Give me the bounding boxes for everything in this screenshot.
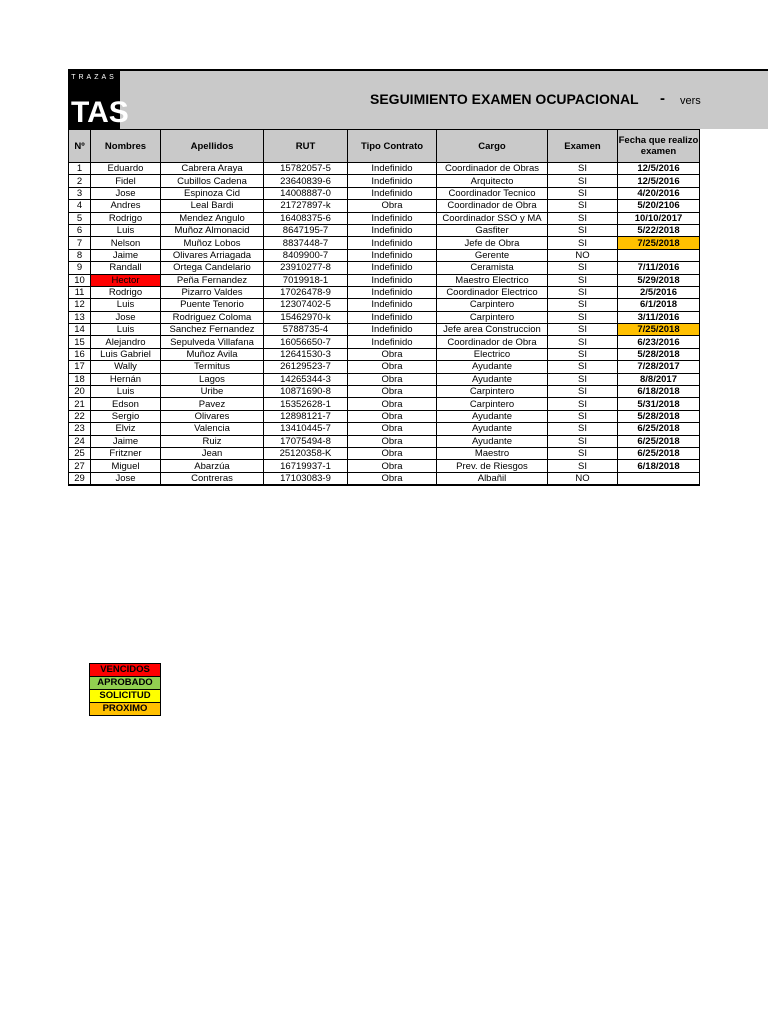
last-name-cell[interactable]: Uribe bbox=[161, 386, 264, 398]
logo-mark-icon bbox=[70, 84, 129, 129]
exam-cell[interactable]: SI bbox=[548, 200, 618, 212]
position-cell[interactable]: Maestro Electrico bbox=[437, 274, 548, 286]
table-row bbox=[69, 386, 700, 398]
column-header[interactable]: Examen bbox=[548, 130, 618, 163]
last-name-cell[interactable]: Sanchez Fernandez bbox=[161, 324, 264, 336]
row-number[interactable]: 7 bbox=[69, 237, 91, 249]
exam-cell[interactable]: SI bbox=[548, 410, 618, 422]
logo-caption: TRAZAS bbox=[71, 74, 117, 81]
rut-cell[interactable]: 8409900-7 bbox=[264, 249, 348, 261]
last-name-cell[interactable]: Olivares Arriagada bbox=[161, 249, 264, 261]
position-cell[interactable]: Ayudante bbox=[437, 361, 548, 373]
exam-tracking-table bbox=[68, 129, 700, 486]
row-number[interactable]: 20 bbox=[69, 386, 91, 398]
exam-cell[interactable]: SI bbox=[548, 398, 618, 410]
table-row bbox=[69, 212, 700, 224]
exam-date-cell[interactable]: 3/11/2016 bbox=[618, 311, 700, 323]
table-row bbox=[69, 348, 700, 360]
title-banner bbox=[68, 69, 768, 129]
legend-item: APROBADO bbox=[89, 677, 161, 690]
table-row bbox=[69, 175, 700, 187]
exam-date-cell[interactable]: 7/25/2018 bbox=[618, 237, 700, 249]
position-cell[interactable]: Coordinador de Obra bbox=[437, 336, 548, 348]
row-number[interactable]: 4 bbox=[69, 200, 91, 212]
rut-cell[interactable]: 16056650-7 bbox=[264, 336, 348, 348]
contract-type-cell[interactable]: Obra bbox=[348, 386, 437, 398]
rut-cell[interactable]: 15462970-k bbox=[264, 311, 348, 323]
row-number[interactable]: 29 bbox=[69, 472, 91, 485]
first-name-cell[interactable]: Rodrigo bbox=[91, 286, 161, 298]
exam-date-cell[interactable]: 5/22/2018 bbox=[618, 224, 700, 236]
exam-date-cell[interactable]: 6/18/2018 bbox=[618, 460, 700, 472]
exam-date-cell[interactable]: 12/5/2016 bbox=[618, 175, 700, 187]
column-header[interactable]: Nombres bbox=[91, 130, 161, 163]
table-header-row bbox=[69, 130, 700, 163]
last-name-cell[interactable]: Abarzúa bbox=[161, 460, 264, 472]
first-name-cell[interactable]: Fritzner bbox=[91, 447, 161, 459]
exam-cell[interactable]: SI bbox=[548, 274, 618, 286]
rut-cell[interactable]: 17026478-9 bbox=[264, 286, 348, 298]
row-number[interactable]: 5 bbox=[69, 212, 91, 224]
contract-type-cell[interactable]: Obra bbox=[348, 447, 437, 459]
first-name-cell[interactable]: Rodrigo bbox=[91, 212, 161, 224]
first-name-cell[interactable]: Randall bbox=[91, 262, 161, 274]
contract-type-cell[interactable]: Obra bbox=[348, 435, 437, 447]
rut-cell[interactable]: 16719937-1 bbox=[264, 460, 348, 472]
exam-date-cell[interactable]: 6/25/2018 bbox=[618, 423, 700, 435]
contract-type-cell[interactable]: Indefinido bbox=[348, 274, 437, 286]
row-number[interactable]: 13 bbox=[69, 311, 91, 323]
table-row bbox=[69, 286, 700, 298]
first-name-cell[interactable]: Sergio bbox=[91, 410, 161, 422]
column-header[interactable]: Cargo bbox=[437, 130, 548, 163]
last-name-cell[interactable]: Olivares bbox=[161, 410, 264, 422]
last-name-cell[interactable]: Mendez Angulo bbox=[161, 212, 264, 224]
table-row bbox=[69, 224, 700, 236]
table-row bbox=[69, 460, 700, 472]
last-name-cell[interactable]: Peña Fernandez bbox=[161, 274, 264, 286]
rut-cell[interactable]: 17103083-9 bbox=[264, 472, 348, 485]
exam-date-cell[interactable]: 7/25/2018 bbox=[618, 324, 700, 336]
contract-type-cell[interactable]: Indefinido bbox=[348, 212, 437, 224]
column-header[interactable]: Nº bbox=[69, 130, 91, 163]
rut-cell[interactable]: 17075494-8 bbox=[264, 435, 348, 447]
contract-type-cell[interactable]: Indefinido bbox=[348, 262, 437, 274]
table-row bbox=[69, 299, 700, 311]
last-name-cell[interactable]: Termitus bbox=[161, 361, 264, 373]
contract-type-cell[interactable]: Obra bbox=[348, 460, 437, 472]
contract-type-cell[interactable]: Obra bbox=[348, 398, 437, 410]
first-name-cell[interactable]: Jaime bbox=[91, 435, 161, 447]
table-row bbox=[69, 336, 700, 348]
rut-cell[interactable]: 10871690-8 bbox=[264, 386, 348, 398]
first-name-cell[interactable]: Fidel bbox=[91, 175, 161, 187]
exam-date-cell[interactable] bbox=[618, 472, 700, 485]
row-number[interactable]: 18 bbox=[69, 373, 91, 385]
exam-date-cell[interactable]: 10/10/2017 bbox=[618, 212, 700, 224]
legend-item: SOLICITUD bbox=[89, 690, 161, 703]
row-number[interactable]: 6 bbox=[69, 224, 91, 236]
first-name-cell[interactable]: Luis bbox=[91, 386, 161, 398]
position-cell[interactable]: Carpintero bbox=[437, 386, 548, 398]
position-cell[interactable]: Electrico bbox=[437, 348, 548, 360]
exam-date-cell[interactable]: 7/11/2016 bbox=[618, 262, 700, 274]
last-name-cell[interactable]: Lagos bbox=[161, 373, 264, 385]
last-name-cell[interactable]: Muñoz Lobos bbox=[161, 237, 264, 249]
contract-type-cell[interactable]: Indefinido bbox=[348, 175, 437, 187]
first-name-cell[interactable]: Luis bbox=[91, 224, 161, 236]
status-legend bbox=[89, 663, 161, 716]
last-name-cell[interactable]: Ortega Candelario bbox=[161, 262, 264, 274]
table-row bbox=[69, 324, 700, 336]
contract-type-cell[interactable]: Obra bbox=[348, 410, 437, 422]
first-name-cell[interactable]: Andres bbox=[91, 200, 161, 212]
title-version: vers bbox=[680, 95, 701, 107]
last-name-cell[interactable]: Pavez bbox=[161, 398, 264, 410]
row-number[interactable]: 2 bbox=[69, 175, 91, 187]
position-cell[interactable]: Gerente bbox=[437, 249, 548, 261]
title-dash: - bbox=[660, 90, 665, 107]
first-name-cell[interactable]: Hector bbox=[91, 274, 161, 286]
first-name-cell[interactable]: Luis bbox=[91, 324, 161, 336]
rut-cell[interactable]: 8647195-7 bbox=[264, 224, 348, 236]
row-number[interactable]: 27 bbox=[69, 460, 91, 472]
exam-cell[interactable]: SI bbox=[548, 224, 618, 236]
table-row bbox=[69, 447, 700, 459]
exam-date-cell[interactable]: 5/28/2018 bbox=[618, 348, 700, 360]
table-row bbox=[69, 410, 700, 422]
exam-date-cell[interactable]: 5/29/2018 bbox=[618, 274, 700, 286]
exam-date-cell[interactable]: 4/20/2016 bbox=[618, 187, 700, 199]
last-name-cell[interactable]: Muñoz Almonacid bbox=[161, 224, 264, 236]
row-number[interactable]: 15 bbox=[69, 336, 91, 348]
exam-date-cell[interactable]: 6/18/2018 bbox=[618, 386, 700, 398]
rut-cell[interactable]: 23640839-6 bbox=[264, 175, 348, 187]
row-number[interactable]: 10 bbox=[69, 274, 91, 286]
first-name-cell[interactable]: Wally bbox=[91, 361, 161, 373]
rut-cell[interactable]: 12307402-5 bbox=[264, 299, 348, 311]
exam-cell[interactable]: SI bbox=[548, 386, 618, 398]
legend-item: VENCIDOS bbox=[89, 663, 161, 677]
table-row bbox=[69, 373, 700, 385]
first-name-cell[interactable]: Jose bbox=[91, 311, 161, 323]
exam-cell[interactable]: SI bbox=[548, 336, 618, 348]
position-cell[interactable]: Ayudante bbox=[437, 373, 548, 385]
last-name-cell[interactable]: Muñoz Avila bbox=[161, 348, 264, 360]
table-row bbox=[69, 423, 700, 435]
exam-cell[interactable]: SI bbox=[548, 324, 618, 336]
position-cell[interactable]: Carpintero bbox=[437, 398, 548, 410]
exam-date-cell[interactable]: 5/28/2018 bbox=[618, 410, 700, 422]
exam-date-cell[interactable]: 8/8/2017 bbox=[618, 373, 700, 385]
table-row bbox=[69, 163, 700, 175]
exam-cell[interactable]: SI bbox=[548, 212, 618, 224]
first-name-cell[interactable]: Jose bbox=[91, 187, 161, 199]
exam-date-cell[interactable]: 6/23/2016 bbox=[618, 336, 700, 348]
column-header[interactable]: Fecha que realizo examen bbox=[618, 130, 700, 163]
first-name-cell[interactable]: Nelson bbox=[91, 237, 161, 249]
exam-date-cell[interactable]: 7/28/2017 bbox=[618, 361, 700, 373]
exam-cell[interactable]: SI bbox=[548, 348, 618, 360]
rut-cell[interactable]: 7019918-1 bbox=[264, 274, 348, 286]
exam-cell[interactable]: SI bbox=[548, 311, 618, 323]
first-name-cell[interactable]: Luis bbox=[91, 299, 161, 311]
row-number[interactable]: 12 bbox=[69, 299, 91, 311]
logo-text: TAS bbox=[71, 96, 129, 129]
exam-date-cell[interactable]: 6/1/2018 bbox=[618, 299, 700, 311]
exam-cell[interactable]: NO bbox=[548, 472, 618, 485]
first-name-cell[interactable]: Jaime bbox=[91, 249, 161, 261]
rut-cell[interactable]: 12641530-3 bbox=[264, 348, 348, 360]
last-name-cell[interactable]: Leal Bardi bbox=[161, 200, 264, 212]
exam-cell[interactable]: NO bbox=[548, 249, 618, 261]
row-number[interactable]: 14 bbox=[69, 324, 91, 336]
position-cell[interactable]: Ayudante bbox=[437, 423, 548, 435]
last-name-cell[interactable]: Contreras bbox=[161, 472, 264, 485]
exam-cell[interactable]: SI bbox=[548, 286, 618, 298]
position-cell[interactable]: Coordinador Tecnico bbox=[437, 187, 548, 199]
table-row bbox=[69, 200, 700, 212]
row-number[interactable]: 3 bbox=[69, 187, 91, 199]
exam-cell[interactable]: SI bbox=[548, 435, 618, 447]
exam-date-cell[interactable]: 12/5/2016 bbox=[618, 163, 700, 175]
row-number[interactable]: 9 bbox=[69, 262, 91, 274]
contract-type-cell[interactable]: Indefinido bbox=[348, 224, 437, 236]
exam-date-cell[interactable]: 5/20/2106 bbox=[618, 200, 700, 212]
exam-cell[interactable]: SI bbox=[548, 175, 618, 187]
table-row bbox=[69, 361, 700, 373]
rut-cell[interactable]: 15782057-5 bbox=[264, 163, 348, 175]
row-number[interactable]: 24 bbox=[69, 435, 91, 447]
column-header[interactable]: RUT bbox=[264, 130, 348, 163]
rut-cell[interactable]: 14265344-3 bbox=[264, 373, 348, 385]
row-number[interactable]: 21 bbox=[69, 398, 91, 410]
row-number[interactable]: 23 bbox=[69, 423, 91, 435]
exam-cell[interactable]: SI bbox=[548, 460, 618, 472]
page-title: SEGUIMIENTO EXAMEN OCUPACIONAL bbox=[370, 91, 639, 107]
contract-type-cell[interactable]: Indefinido bbox=[348, 249, 437, 261]
contract-type-cell[interactable]: Indefinido bbox=[348, 187, 437, 199]
table-row bbox=[69, 398, 700, 410]
last-name-cell[interactable]: Puente Tenorio bbox=[161, 299, 264, 311]
exam-cell[interactable]: SI bbox=[548, 423, 618, 435]
first-name-cell[interactable]: Miguel bbox=[91, 460, 161, 472]
last-name-cell[interactable]: Espinoza Cid bbox=[161, 187, 264, 199]
position-cell[interactable]: Albañil bbox=[437, 472, 548, 485]
legend-item: PROXIMO bbox=[89, 703, 161, 716]
position-cell[interactable]: Coordinador de Obras bbox=[437, 163, 548, 175]
first-name-cell[interactable]: Jose bbox=[91, 472, 161, 485]
exam-cell[interactable]: SI bbox=[548, 361, 618, 373]
contract-type-cell[interactable]: Indefinido bbox=[348, 336, 437, 348]
rut-cell[interactable]: 12898121-7 bbox=[264, 410, 348, 422]
rut-cell[interactable]: 14008887-0 bbox=[264, 187, 348, 199]
table-body bbox=[69, 163, 700, 486]
first-name-cell[interactable]: Elviz bbox=[91, 423, 161, 435]
column-header[interactable]: Apellidos bbox=[161, 130, 264, 163]
first-name-cell[interactable]: Edson bbox=[91, 398, 161, 410]
rut-cell[interactable]: 21727897-k bbox=[264, 200, 348, 212]
first-name-cell[interactable]: Luis Gabriel bbox=[91, 348, 161, 360]
exam-date-cell[interactable]: 6/25/2018 bbox=[618, 447, 700, 459]
exam-cell[interactable]: SI bbox=[548, 299, 618, 311]
row-number[interactable]: 11 bbox=[69, 286, 91, 298]
first-name-cell[interactable]: Eduardo bbox=[91, 163, 161, 175]
row-number[interactable]: 8 bbox=[69, 249, 91, 261]
last-name-cell[interactable]: Cabrera Araya bbox=[161, 163, 264, 175]
rut-cell[interactable]: 25120358-K bbox=[264, 447, 348, 459]
contract-type-cell[interactable]: Indefinido bbox=[348, 237, 437, 249]
table-row bbox=[69, 187, 700, 199]
rut-cell[interactable]: 15352628-1 bbox=[264, 398, 348, 410]
row-number[interactable]: 25 bbox=[69, 447, 91, 459]
table-row bbox=[69, 274, 700, 286]
position-cell[interactable]: Gasfiter bbox=[437, 224, 548, 236]
rut-cell[interactable]: 5788735-4 bbox=[264, 324, 348, 336]
position-cell[interactable]: Coordinador SSO y MA bbox=[437, 212, 548, 224]
exam-date-cell[interactable]: 2/5/2016 bbox=[618, 286, 700, 298]
row-number[interactable]: 22 bbox=[69, 410, 91, 422]
position-cell[interactable]: Carpintero bbox=[437, 299, 548, 311]
column-header[interactable]: Tipo Contrato bbox=[348, 130, 437, 163]
contract-type-cell[interactable]: Indefinido bbox=[348, 163, 437, 175]
position-cell[interactable]: Maestro bbox=[437, 447, 548, 459]
position-cell[interactable]: Ayudante bbox=[437, 410, 548, 422]
contract-type-cell[interactable]: Indefinido bbox=[348, 324, 437, 336]
first-name-cell[interactable]: Hernán bbox=[91, 373, 161, 385]
company-logo bbox=[68, 71, 129, 129]
row-number[interactable]: 16 bbox=[69, 348, 91, 360]
last-name-cell[interactable]: Jean bbox=[161, 447, 264, 459]
exam-date-cell[interactable] bbox=[618, 249, 700, 261]
position-cell[interactable]: Ceramista bbox=[437, 262, 548, 274]
contract-type-cell[interactable]: Indefinido bbox=[348, 299, 437, 311]
last-name-cell[interactable]: Cubillos Cadena bbox=[161, 175, 264, 187]
exam-cell[interactable]: SI bbox=[548, 187, 618, 199]
spreadsheet bbox=[68, 69, 701, 486]
position-cell[interactable]: Coordinador Electrico bbox=[437, 286, 548, 298]
contract-type-cell[interactable]: Indefinido bbox=[348, 286, 437, 298]
position-cell[interactable]: Jefe de Obra bbox=[437, 237, 548, 249]
rut-cell[interactable]: 26129523-7 bbox=[264, 361, 348, 373]
position-cell[interactable]: Arquitecto bbox=[437, 175, 548, 187]
position-cell[interactable]: Coordinador de Obra bbox=[437, 200, 548, 212]
table-row bbox=[69, 249, 700, 261]
table-row bbox=[69, 237, 700, 249]
first-name-cell[interactable]: Alejandro bbox=[91, 336, 161, 348]
contract-type-cell[interactable]: Obra bbox=[348, 472, 437, 485]
last-name-cell[interactable]: Ruiz bbox=[161, 435, 264, 447]
exam-cell[interactable]: SI bbox=[548, 262, 618, 274]
contract-type-cell[interactable]: Obra bbox=[348, 348, 437, 360]
last-name-cell[interactable]: Rodriguez Coloma bbox=[161, 311, 264, 323]
contract-type-cell[interactable]: Obra bbox=[348, 200, 437, 212]
exam-cell[interactable]: SI bbox=[548, 163, 618, 175]
row-number[interactable]: 17 bbox=[69, 361, 91, 373]
last-name-cell[interactable]: Valencia bbox=[161, 423, 264, 435]
last-name-cell[interactable]: Pizarro Valdes bbox=[161, 286, 264, 298]
table-row bbox=[69, 311, 700, 323]
position-cell[interactable]: Carpintero bbox=[437, 311, 548, 323]
contract-type-cell[interactable]: Obra bbox=[348, 361, 437, 373]
table-row bbox=[69, 262, 700, 274]
position-cell[interactable]: Ayudante bbox=[437, 435, 548, 447]
rut-cell[interactable]: 8837448-7 bbox=[264, 237, 348, 249]
exam-cell[interactable]: SI bbox=[548, 373, 618, 385]
exam-cell[interactable]: SI bbox=[548, 237, 618, 249]
contract-type-cell[interactable]: Indefinido bbox=[348, 311, 437, 323]
position-cell[interactable]: Prev. de Riesgos bbox=[437, 460, 548, 472]
row-number[interactable]: 1 bbox=[69, 163, 91, 175]
position-cell[interactable]: Jefe area Construccion bbox=[437, 324, 548, 336]
last-name-cell[interactable]: Sepulveda Villafana bbox=[161, 336, 264, 348]
table-row bbox=[69, 472, 700, 485]
contract-type-cell[interactable]: Obra bbox=[348, 423, 437, 435]
exam-cell[interactable]: SI bbox=[548, 447, 618, 459]
exam-date-cell[interactable]: 6/25/2018 bbox=[618, 435, 700, 447]
exam-date-cell[interactable]: 5/31/2018 bbox=[618, 398, 700, 410]
rut-cell[interactable]: 23910277-8 bbox=[264, 262, 348, 274]
table-row bbox=[69, 435, 700, 447]
rut-cell[interactable]: 13410445-7 bbox=[264, 423, 348, 435]
contract-type-cell[interactable]: Obra bbox=[348, 373, 437, 385]
rut-cell[interactable]: 16408375-6 bbox=[264, 212, 348, 224]
